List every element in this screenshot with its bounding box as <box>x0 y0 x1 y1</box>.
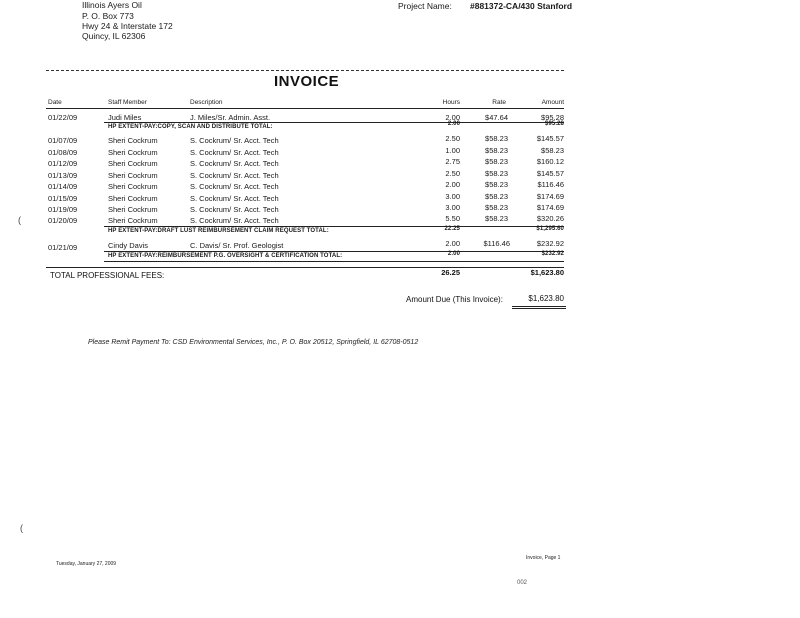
row-rate: $58.23 <box>485 157 508 166</box>
row-hours: 1.00 <box>445 146 460 155</box>
row-rate: $47.64 <box>485 113 508 122</box>
row-amount: $160.12 <box>536 157 564 166</box>
col-header-amount: Amount <box>541 99 564 106</box>
row-description: S. Cockrum/ Sr. Acct. Tech <box>190 205 279 214</box>
total-hours: 26.25 <box>441 268 460 277</box>
subtotal-hours: 22.25 <box>444 226 460 232</box>
row-staff: Judi Miles <box>108 113 142 122</box>
client-address-line-3: Quincy, IL 62306 <box>82 31 146 41</box>
row-amount: $145.57 <box>536 134 564 143</box>
subtotal-rule <box>104 226 564 227</box>
row-amount: $95.28 <box>541 113 564 122</box>
row-date: 01/20/09 <box>48 216 78 225</box>
row-amount: $116.46 <box>537 180 564 189</box>
project-value: #881372-CA/430 Stanford <box>470 1 573 11</box>
col-header-rate: Rate <box>492 99 506 106</box>
scan-mark: ( <box>18 215 21 225</box>
row-description: S. Cockrum/ Sr. Acct. Tech <box>190 171 279 180</box>
row-staff: Sheri Cockrum <box>108 216 158 225</box>
top-separator <box>46 70 564 71</box>
row-staff: Sheri Cockrum <box>108 136 158 145</box>
row-rate: $116.46 <box>483 239 510 248</box>
row-amount: $145.57 <box>536 169 564 178</box>
row-description: S. Cockrum/ Sr. Acct. Tech <box>190 159 279 168</box>
subtotal-label: HP EXTENT-PAY:DRAFT LUST REIMBURSEMENT CLAIM REQUEST TOTAL: <box>108 228 329 234</box>
project-label: Project Name: <box>398 1 452 11</box>
row-date: 01/13/09 <box>48 171 78 180</box>
row-staff: Cindy Davis <box>108 241 149 250</box>
row-rate: $58.23 <box>485 169 508 178</box>
row-rate: $58.23 <box>485 180 508 189</box>
row-staff: Sheri Cockrum <box>108 171 158 180</box>
row-rate: $58.23 <box>485 192 508 201</box>
col-header-hours: Hours <box>442 99 460 106</box>
row-staff: Sheri Cockrum <box>108 182 158 191</box>
row-description: C. Davis/ Sr. Prof. Geologist <box>190 241 284 250</box>
row-date: 01/21/09 <box>48 243 78 252</box>
row-date: 01/19/09 <box>48 205 78 214</box>
row-date: 01/12/09 <box>48 159 78 168</box>
row-staff: Sheri Cockrum <box>108 194 158 203</box>
col-header-staff: Staff Member <box>108 99 147 106</box>
amount-due-value: $1,623.80 <box>528 294 564 303</box>
row-hours: 5.50 <box>445 214 460 223</box>
client-address-line-2: Hwy 24 & Interstate 172 <box>82 21 173 31</box>
scan-mark: ( <box>20 523 23 533</box>
total-label: TOTAL PROFESSIONAL FEES: <box>50 271 165 280</box>
subtotal-amount: $1,295.60 <box>536 226 564 232</box>
amount-due-double-underline <box>512 308 566 309</box>
client-address-line-1: P. O. Box 773 <box>82 11 134 21</box>
row-date: 01/08/09 <box>48 148 78 157</box>
row-hours: 2.00 <box>445 113 460 122</box>
row-rate: $58.23 <box>485 203 508 212</box>
row-amount: $320.26 <box>536 214 564 223</box>
row-description: S. Cockrum/ Sr. Acct. Tech <box>190 182 279 191</box>
row-hours: 3.00 <box>445 203 460 212</box>
row-rate: $58.23 <box>485 214 508 223</box>
subtotal-amount: $232.92 <box>541 251 564 257</box>
row-date: 01/15/09 <box>48 194 78 203</box>
subtotal-hours: 2.00 <box>447 121 460 127</box>
row-hours: 2.00 <box>445 180 460 189</box>
invoice-title: INVOICE <box>274 73 340 90</box>
total-amount: $1,623.80 <box>530 268 564 277</box>
subtotal-label: HP EXTENT-PAY:COPY, SCAN AND DISTRIBUTE TOTAL: <box>108 124 273 130</box>
row-staff: Sheri Cockrum <box>108 205 158 214</box>
subtotal-rule <box>104 251 564 252</box>
row-rate: $58.23 <box>485 134 508 143</box>
row-date: 01/07/09 <box>48 136 78 145</box>
row-staff: Sheri Cockrum <box>108 159 158 168</box>
footer-page: Invoice, Page 1 <box>526 555 561 561</box>
col-header-description: Description <box>190 99 223 106</box>
subtotal-rule <box>104 261 564 262</box>
amount-due-underline <box>512 306 566 307</box>
amount-due-label: Amount Due (This Invoice): <box>406 295 503 304</box>
subtotal-hours: 2.00 <box>447 251 460 257</box>
footer-stamp: 002 <box>517 580 528 586</box>
row-hours: 2.75 <box>445 157 460 166</box>
client-name: Illinois Ayers Oil <box>82 0 142 10</box>
row-amount: $174.69 <box>536 203 564 212</box>
remit-instructions: Please Remit Payment To: CSD Environmental Services, Inc., P. O. Box 20512, Springfield, IL 62708-0512 <box>88 339 419 346</box>
row-description: S. Cockrum/ Sr. Acct. Tech <box>190 216 279 225</box>
footer-date: Tuesday, January 27, 2009 <box>56 561 117 567</box>
row-rate: $58.23 <box>485 146 508 155</box>
total-rule <box>46 267 564 268</box>
subtotal-amount: $95.28 <box>545 121 564 127</box>
row-amount: $232.92 <box>536 239 564 248</box>
row-date: 01/22/09 <box>48 113 78 122</box>
row-date: 01/14/09 <box>48 182 78 191</box>
row-amount: $58.23 <box>541 146 564 155</box>
row-amount: $174.69 <box>536 192 564 201</box>
subtotal-label: HP EXTENT-PAY:REIMBURSEMENT P.G. OVERSIGHT & CERTIFICATION TOTAL: <box>108 253 343 259</box>
row-hours: 2.00 <box>445 239 460 248</box>
header-rule <box>46 108 564 109</box>
col-header-date: Date <box>48 99 62 106</box>
subtotal-rule <box>104 122 564 123</box>
row-hours: 3.00 <box>445 192 460 201</box>
row-description: S. Cockrum/ Sr. Acct. Tech <box>190 136 279 145</box>
row-description: J. Miles/Sr. Admin. Asst. <box>190 113 271 122</box>
row-description: S. Cockrum/ Sr. Acct. Tech <box>190 194 279 203</box>
row-hours: 2.50 <box>445 169 460 178</box>
row-hours: 2.50 <box>445 134 460 143</box>
row-description: S. Cockrum/ Sr. Acct. Tech <box>190 148 279 157</box>
row-staff: Sheri Cockrum <box>108 148 158 157</box>
